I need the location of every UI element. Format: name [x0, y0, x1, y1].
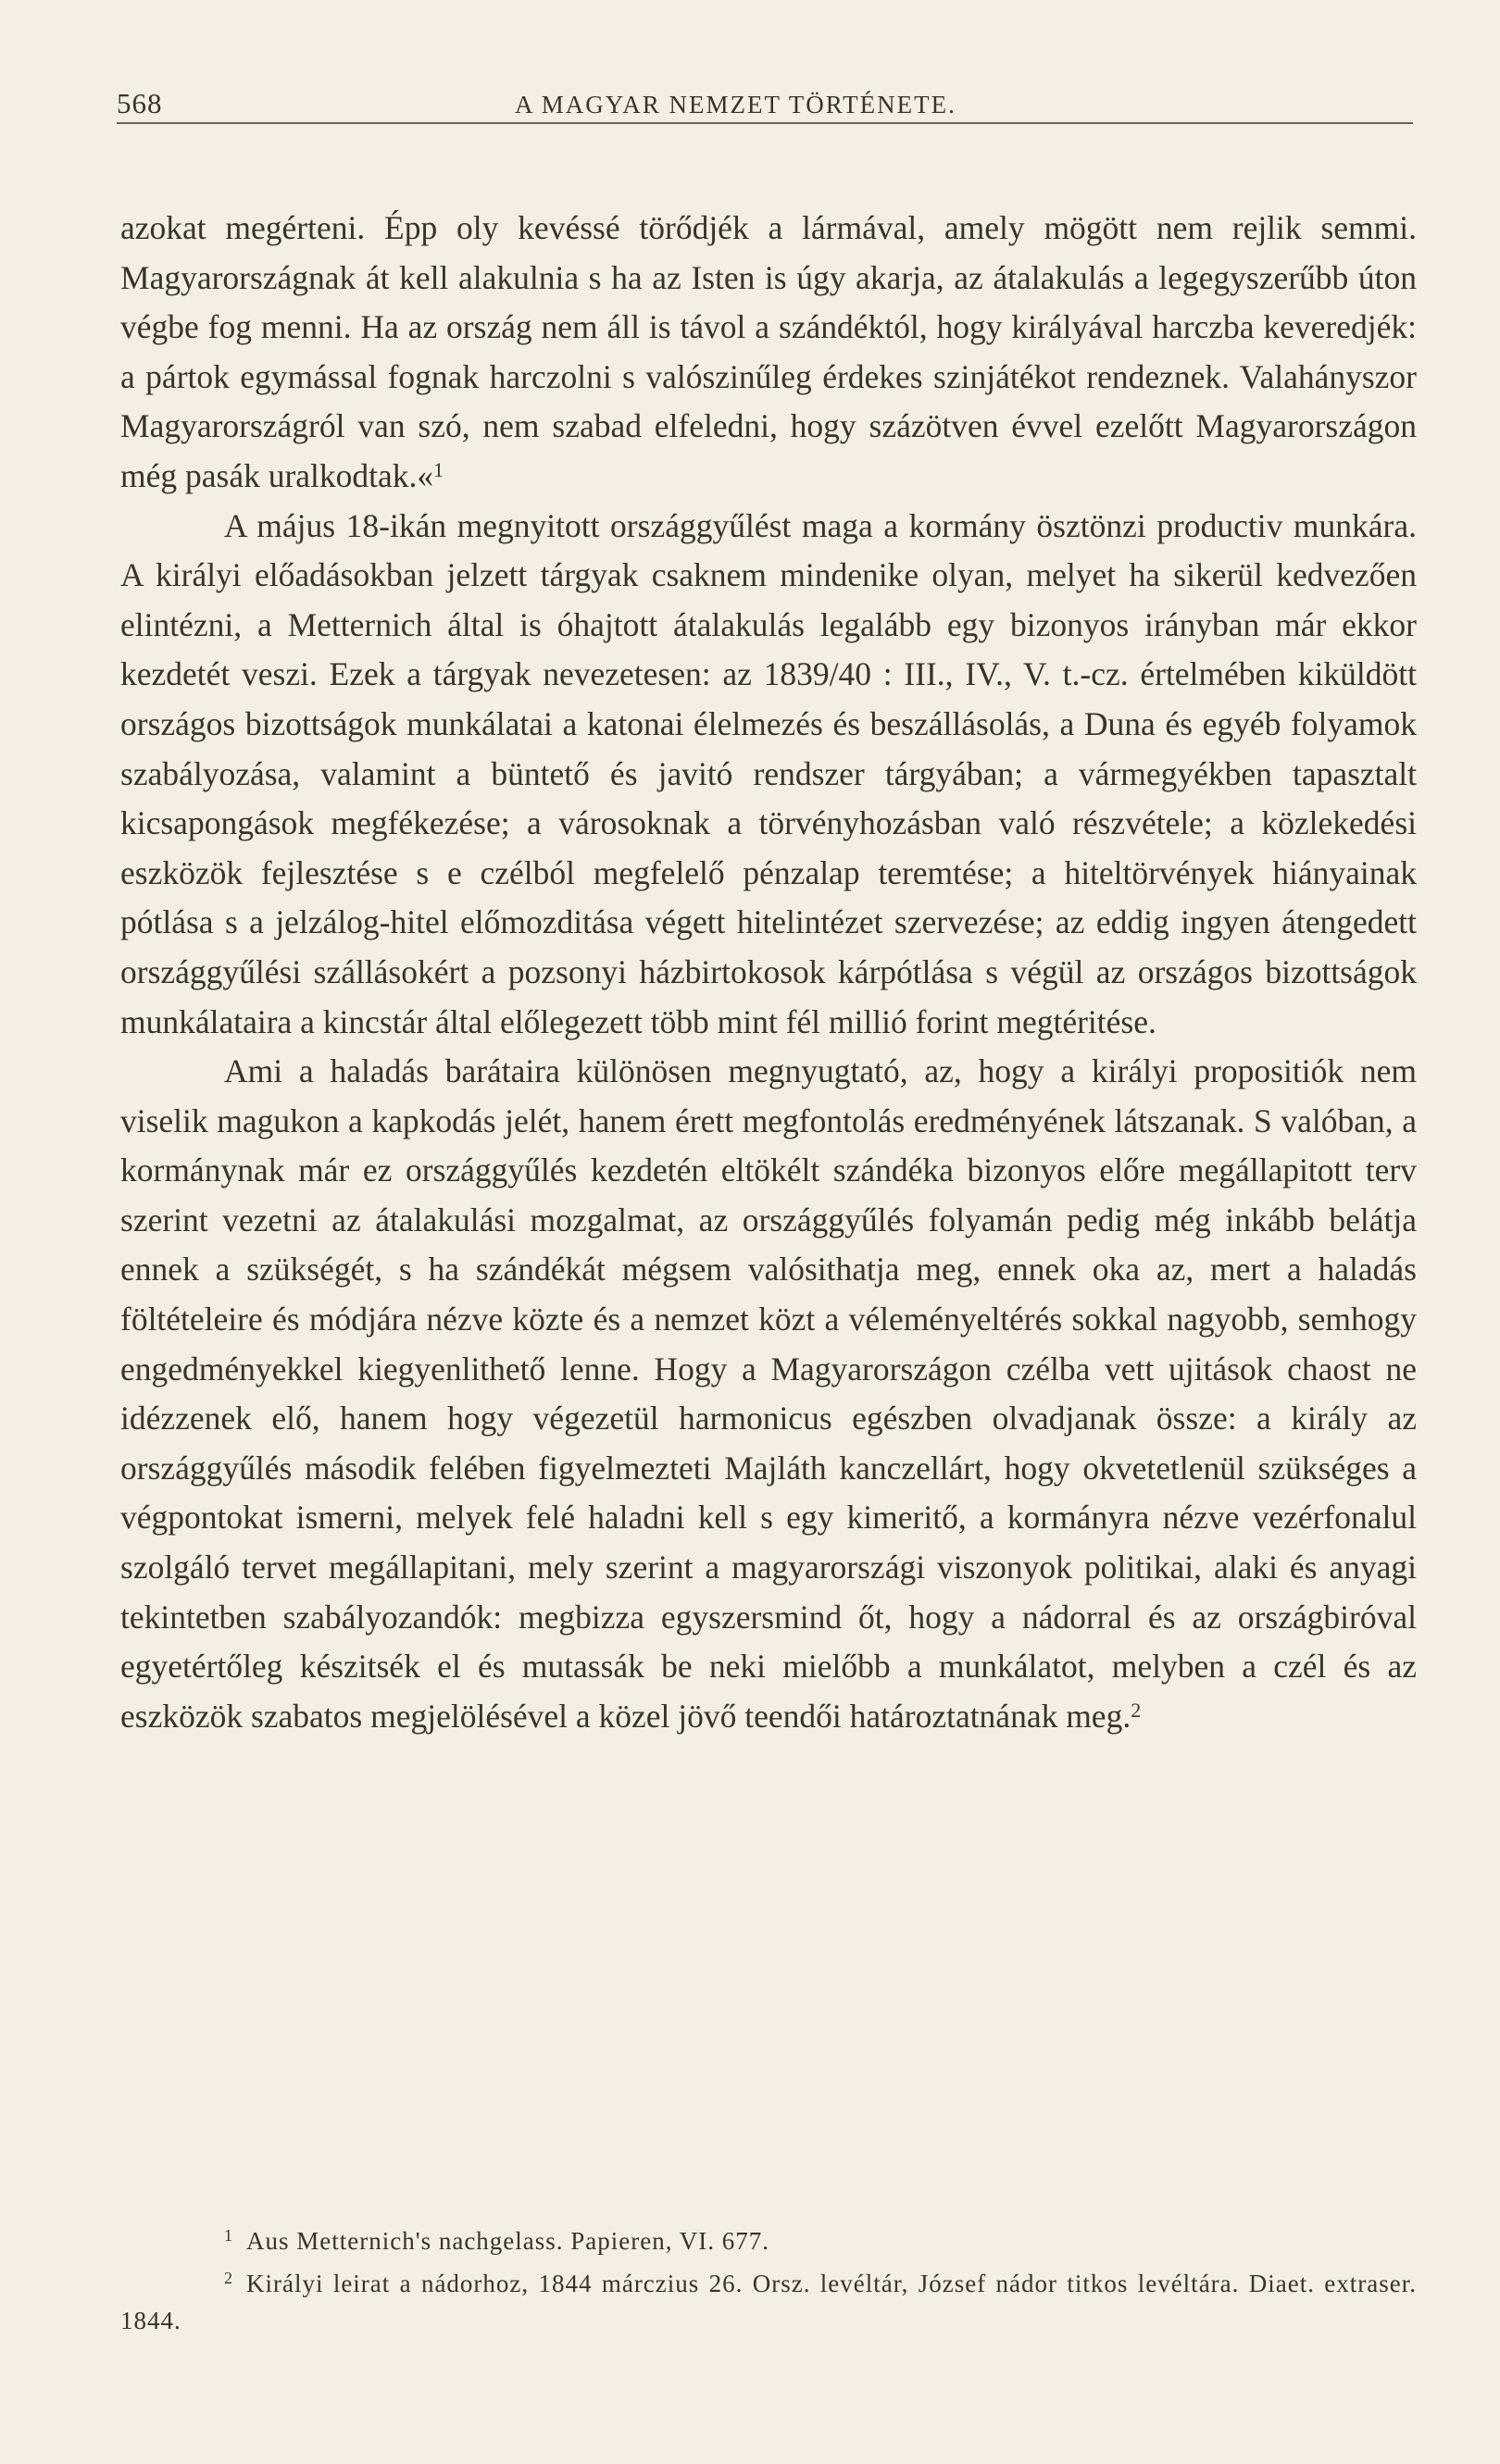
paragraph: [120, 502, 1417, 1048]
running-header: [117, 87, 1413, 124]
footnote: [120, 2217, 1417, 2259]
footnote-text: Aus Metternich's nachgelass. Papieren, VI. 677.: [246, 2227, 769, 2255]
footnote-text: Királyi leirat a nádorhoz, 1844 márczius 26. Orsz. levéltár, József nádor titkos levéltára. Diaet. extraser. 1844.: [120, 2270, 1417, 2334]
paragraph-text: azokat megérteni. Épp oly kevéssé törődjék a lármával, amely mögött nem rejlik semmi. Magyarországnak át kell alakulnia s ha az Isten is úgy akarja, az átalakulás a legegyszerűbb úton végbe fog menni. Ha az ország nem áll is távol a szándéktól, hogy királyával harczba keveredjék: a pártok egymással fognak harczolni s valószinűleg érdekes szinjátékot rendeznek. Valahányszor Magyarországról van szó, nem szabad elfeledni, hogy százötven évvel ezelőtt Magyarországon még pasák uralkodtak.«: [120, 209, 1417, 494]
footnote: [120, 2259, 1417, 2339]
footnotes: [120, 2217, 1417, 2339]
running-title: A MAGYAR NEMZET TÖRTÉNETE.: [515, 91, 956, 118]
paragraph: [120, 1047, 1417, 1741]
paragraph-text: Ami a haladás barátaira különösen megnyugtató, az, hogy a királyi propositiók nem viselik magukon a kapkodás jelét, hanem érett megfontolás eredményének látszanak. S valóban, a kormánynak már ez országgyűlés kezdetén eltökélt szándéka bizonyos előre megállapitott terv szerint vezetni az átalakulási mozgalmat, az országgyűlés folyamán pedig még inkább belátja ennek a szükségét, s ha szándékát mégsem valósithatja meg, ennek oka az, mert a haladás föltételeire és módjára nézve közte és a nemzet közt a véleményeltérés sokkal nagyobb, semhogy engedményekkel kiegyenlithető lenne. Hogy a Magyarországon czélba vett ujitások chaost ne idézzenek elő, hanem hogy végezetül harmonicus egészben olvadjanak össze: a király az országgyűlés második felében figyelmezteti Majláth kanczellárt, hogy okvetetlenül szükséges a végpontokat ismerni, melyek felé haladni kell s egy kimeritő, a kormányra nézve vezérfonalul szolgáló tervet megállapitani, mely szerint a magyarországi viszonyok politikai, alaki és anyagi tekintetben szabályozandók: megbizza egyszersmind őt, hogy a nádorral és az országbiróval egyetértőleg készitsék el és mutassák be neki mielőbb a munkálatot, melyben a czél és az eszközök szabatos megjelölésével a közel jövő teendői határoztatnának meg.: [120, 1052, 1417, 1735]
page-number: 568: [117, 87, 163, 119]
footnote-mark: 1: [224, 2226, 233, 2245]
footnote-mark: 2: [224, 2269, 233, 2287]
footnote-ref: 2: [1131, 1698, 1142, 1722]
paragraph-text: A május 18-ikán megnyitott országgyűlést maga a kormány ösztönzi productiv munkára. A királyi előadásokban jelzett tárgyak csaknem mindenike olyan, melyet ha sikerül kedvezően elintézni, a Metternich által is óhajtott átalakulás legalább egy bizonyos irányban már ekkor kezdetét veszi. Ezek a tárgyak nevezetesen: az 1839/40 : III., IV., V. t.-cz. értelmében kiküldött országos bizottságok munkálatai a katonai élelmezés és beszállásolás, a Duna és egyéb folyamok szabályozása, valamint a büntető és javitó rendszer tárgyában; a vármegyékben tapasztalt kicsapongások megfékezése; a városoknak a törvényhozásban való részvétele; a közlekedési eszközök fejlesztése s e czélból megfelelő pénzalap teremtése; a hiteltörvények hiányainak pótlása s a jelzálog-hitel előmozditása végett hitelintézet szervezése; az eddig ingyen átengedett országgyűlési szállásokért a pozsonyi házbirtokosok kárpótlása s végül az országos bizottságok munkálataira a kincstár által előlegezett több mint fél millió forint megtéritése.: [120, 506, 1417, 1040]
paragraph: [120, 204, 1417, 502]
footnote-ref: 1: [433, 457, 444, 481]
main-text: [120, 204, 1417, 1741]
